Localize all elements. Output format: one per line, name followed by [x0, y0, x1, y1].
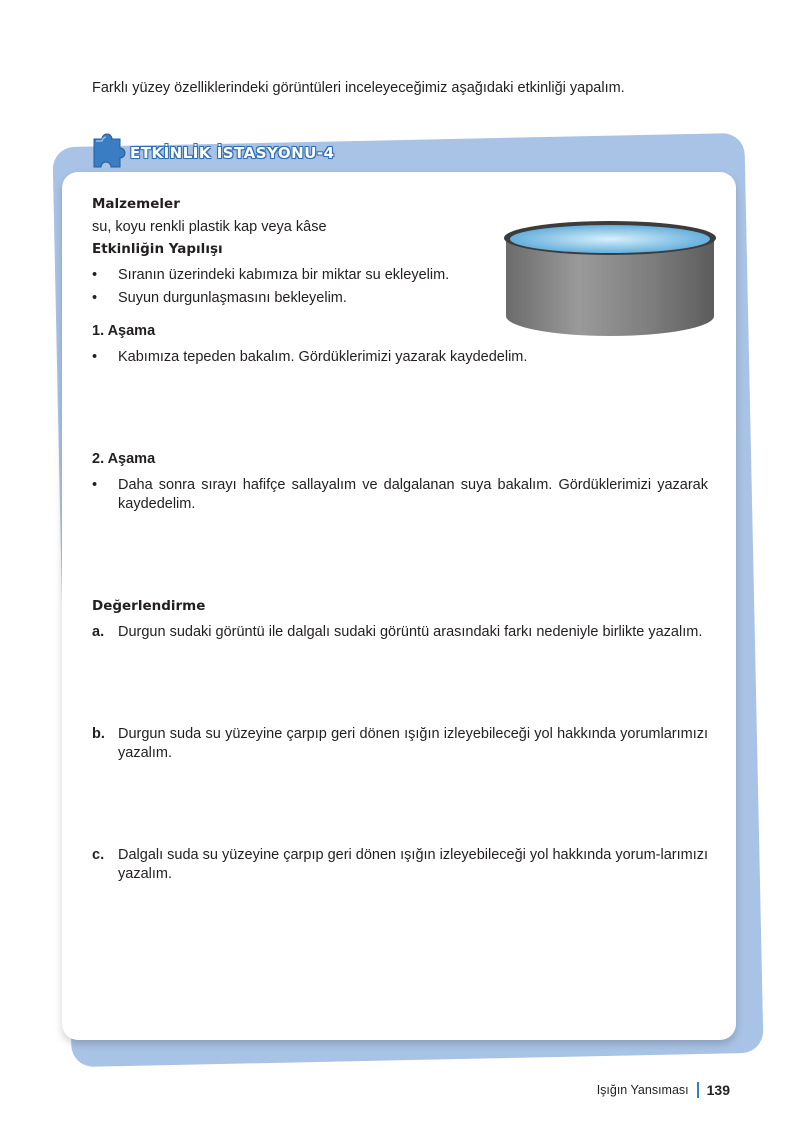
answer-line[interactable]	[118, 416, 708, 432]
stage1-title: 1. Aşama	[92, 323, 156, 339]
answer-line[interactable]	[118, 644, 708, 660]
question-text: Dalgalı suda su yüzeyine çarpıp geri dönen ışığın izleyebileceği yol hakkında yorum-larımızı yazalım.	[118, 847, 708, 882]
activity-title: ETKİNLİK İSTASYONU-4	[130, 144, 335, 162]
bullet-icon: •	[92, 267, 98, 283]
stage1-item	[92, 348, 708, 367]
activity-header	[88, 128, 335, 172]
activity-content	[92, 186, 708, 948]
answer-line[interactable]	[118, 563, 708, 579]
stage2-item-text: Daha sonra sırayı hafifçe sallayalım ve dalgalanan suya bakalım. Gördüklerimizi yazarak kaydedelim.	[118, 477, 708, 512]
procedure-item	[92, 266, 708, 285]
page-footer	[597, 1082, 730, 1098]
bullet-icon: •	[92, 477, 98, 493]
stage2-title: 2. Aşama	[92, 451, 156, 467]
question-c	[92, 846, 708, 884]
answer-line[interactable]	[118, 765, 708, 781]
answer-line[interactable]	[118, 933, 708, 949]
answer-line[interactable]	[118, 547, 708, 563]
procedure-item-text: Suyun durgunlaşmasını bekleyelim.	[118, 290, 347, 306]
stage2-item	[92, 476, 708, 514]
answer-line[interactable]	[118, 691, 708, 707]
question-text: Durgun sudaki görüntü ile dalgalı sudaki görüntü arasındaki farkı nedeniyle birlikte yazalım.	[118, 624, 703, 640]
evaluation-title: Değerlendirme	[92, 598, 206, 614]
materials-text: su, koyu renkli plastik kap veya kâse	[92, 219, 327, 235]
answer-line[interactable]	[118, 385, 708, 401]
answer-line[interactable]	[118, 400, 708, 416]
procedure-title: Etkinliğin Yapılışı	[92, 241, 223, 257]
question-text: Durgun suda su yüzeyine çarpıp geri dönen ışığın izleyebileceği yol hakkında yorumlarımızı yazalım.	[118, 726, 708, 761]
answer-line[interactable]	[118, 917, 708, 933]
question-letter: a.	[92, 624, 105, 640]
answer-line[interactable]	[118, 369, 708, 385]
bullet-icon: •	[92, 290, 98, 306]
procedure-item	[92, 289, 708, 308]
answer-line[interactable]	[118, 886, 708, 902]
answer-line[interactable]	[118, 532, 708, 548]
answer-line[interactable]	[118, 812, 708, 828]
question-letter: b.	[92, 726, 105, 742]
answer-line[interactable]	[118, 675, 708, 691]
bullet-icon: •	[92, 349, 98, 365]
stage1-item-text: Kabımıza tepeden bakalım. Gördüklerimizi yazarak kaydedelim.	[118, 349, 528, 365]
question-a	[92, 623, 708, 642]
page-number: 139	[706, 1082, 730, 1098]
intro-text: Farklı yüzey özelliklerindeki görüntüleri inceleyeceğimiz aşağıdaki etkinliği yapalım.	[92, 80, 625, 96]
answer-line[interactable]	[118, 781, 708, 797]
answer-line[interactable]	[118, 516, 708, 532]
question-letter: c.	[92, 847, 105, 863]
chapter-name: Işığın Yansıması	[596, 1083, 689, 1097]
procedure-item-text: Sıranın üzerindeki kabımıza bir miktar su ekleyelim.	[118, 267, 450, 283]
puzzle-piece-icon	[88, 129, 128, 171]
footer-divider	[697, 1082, 699, 1098]
answer-line[interactable]	[118, 902, 708, 918]
answer-line[interactable]	[118, 660, 708, 676]
answer-line[interactable]	[118, 796, 708, 812]
question-b	[92, 725, 708, 763]
materials-title: Malzemeler	[92, 196, 180, 212]
